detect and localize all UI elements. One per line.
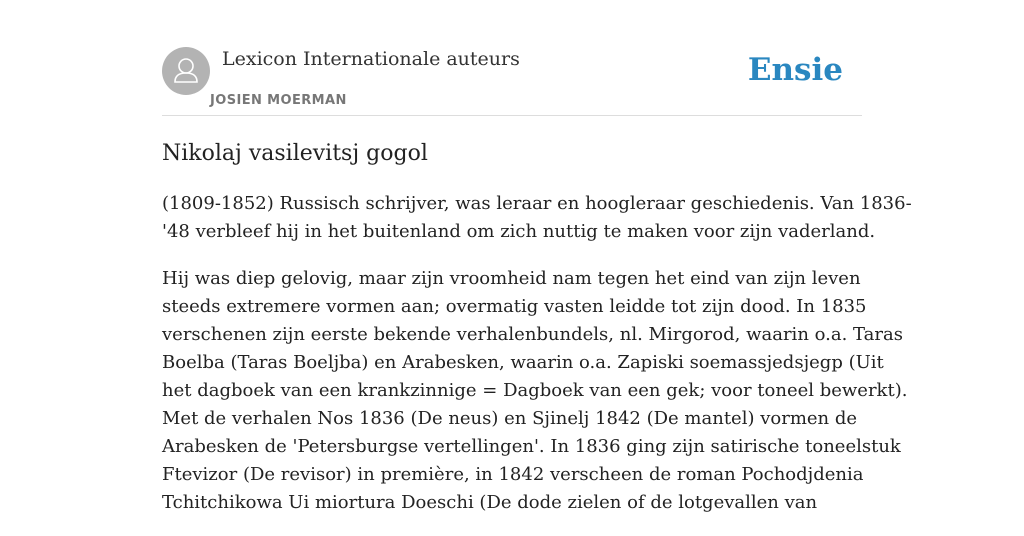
text-line: Tchitchikowa Ui miortura Doeschi (De dode zielen of de lotgevallen van — [162, 492, 818, 513]
text-line: verschenen zijn eerste bekende verhalenbundels, nl. Mirgorod, waarin o.a. Taras — [162, 324, 903, 345]
text-line: Hij was diep gelovig, maar zijn vroomheid nam tegen het eind van zijn leven — [162, 268, 861, 289]
ensie-logo[interactable]: Ensie — [747, 52, 843, 88]
text-line: '48 verbleef hij in het buitenland om zich nuttig te maken voor zijn vaderland. — [162, 221, 876, 242]
text-line: Arabesken de 'Petersburgse vertellingen'. In 1836 ging zijn satirische toneelstuk — [162, 436, 901, 457]
header — [162, 46, 862, 116]
text-line: Met de verhalen Nos 1836 (De neus) en Sjinelj 1842 (De mantel) vormen de — [162, 408, 858, 429]
lexicon-title[interactable]: Lexicon Internationale auteurs — [222, 48, 520, 70]
text-line: Boelba (Taras Boeljba) en Arabesken, waarin o.a. Zapiski soemassjedsjegp (Uit — [162, 352, 884, 373]
text-line: het dagboek van een krankzinnige = Dagboek van een gek; voor toneel bewerkt). — [162, 380, 908, 401]
page-title: Nikolaj vasilevitsj gogol — [162, 141, 428, 166]
text-line: (1809-1852) Russisch schrijver, was leraar en hoogleraar geschiedenis. Van 1836- — [162, 193, 912, 214]
paragraph-1 — [162, 190, 912, 246]
paragraph-2 — [162, 265, 908, 517]
user-avatar-icon[interactable] — [162, 47, 210, 95]
text-line: steeds extremere vormen aan; overmatig vasten leidde tot zijn dood. In 1835 — [162, 296, 867, 317]
text-line: Ftevizor (De revisor) in première, in 1842 verscheen de roman Pochodjdenia — [162, 464, 864, 485]
author-name[interactable]: JOSIEN MOERMAN — [210, 93, 347, 108]
article — [162, 138, 912, 536]
